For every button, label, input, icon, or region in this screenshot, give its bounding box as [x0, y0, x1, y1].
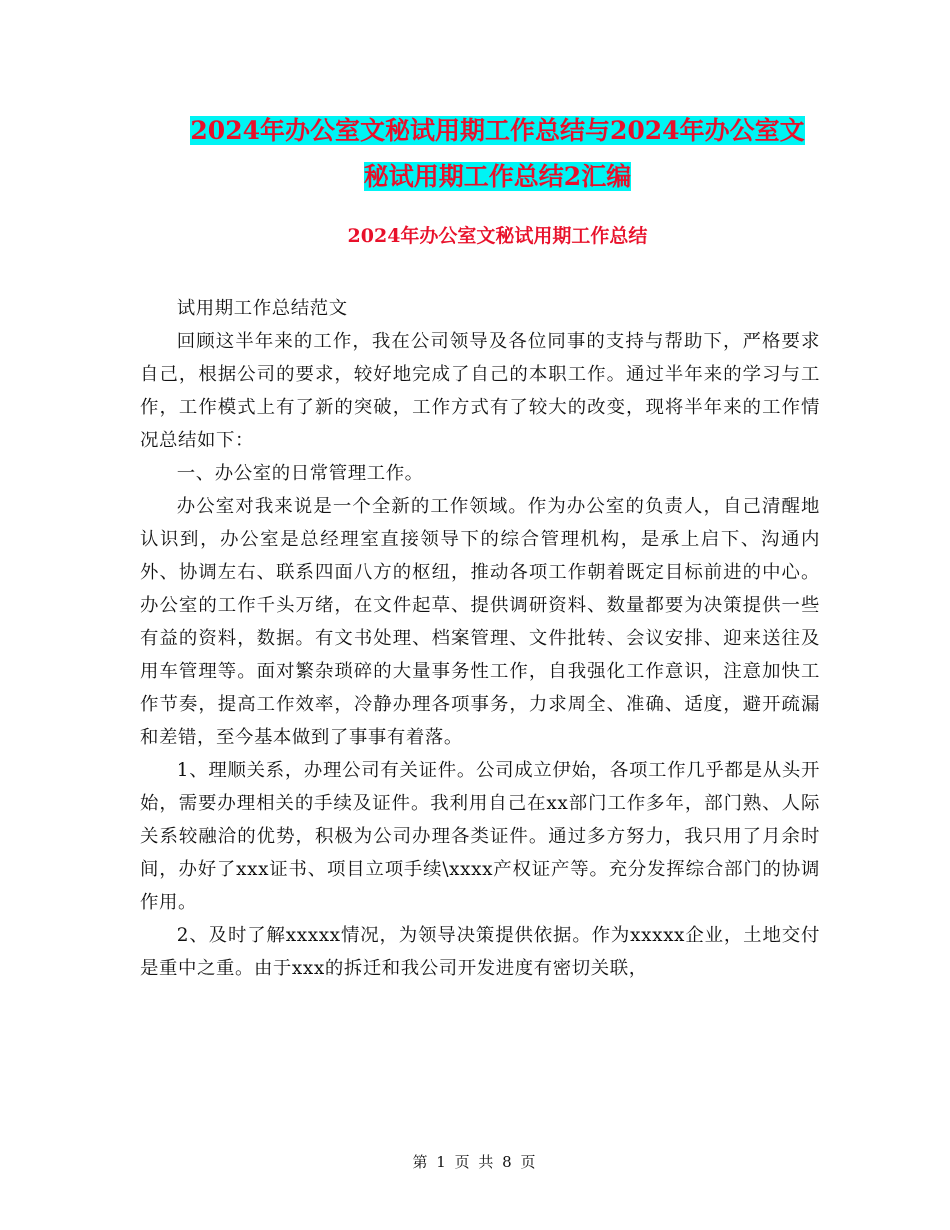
paragraph: 一、办公室的日常管理工作。	[176, 463, 424, 484]
document-body	[140, 292, 820, 985]
paragraph: 试用期工作总结范文	[176, 298, 348, 319]
paragraph: 回顾这半年来的工作，我在公司领导及各位同事的支持与帮助下，严格要求自己，根据公司的要求，较好地完成了自己的本职工作。通过半年来的学习与工作，工作模式上有了新的突破，工作方式有了较大的改变，现将半年来的工作情况总结如下：	[140, 331, 820, 451]
title-line-2: 秘试用期工作总结2汇编	[363, 162, 632, 191]
paragraph: 办公室对我来说是一个全新的工作领域。作为办公室的负责人，自己清醒地认识到，办公室是总经理室直接领导下的综合管理机构，是承上启下、沟通内外、协调左右、联系四面八方的枢纽，推动各项工作朝着既定目标前进的中心。办公室的工作千头万绪，在文件起草、提供调研资料、数量都要为决策提供一些有益的资料，数据。有文书处理、档案管理、文件批转、会议安排、迎来送往及用车管理等。面对繁杂琐碎的大量事务性工作，自我强化工作意识，注意加快工作节奏，提高工作效率，冷静办理各项事务，力求周全、准确、适度，避开疏漏和差错，至今基本做到了事事有着落。	[140, 496, 820, 748]
paragraph: 2、及时了解xxxxx情况，为领导决策提供依据。作为xxxxx企业，土地交付是重中之重。由于xxx的拆迁和我公司开发进度有密切关联，	[140, 925, 820, 979]
page-number-footer: 第 1 页 共 8 页	[412, 1153, 538, 1171]
section-title: 2024年办公室文秘试用期工作总结	[347, 225, 648, 247]
paragraph: 1、理顺关系，办理公司有关证件。公司成立伊始，各项工作几乎都是从头开始，需要办理相关的手续及证件。我利用自己在xx部门工作多年，部门熟、人际关系较融洽的优势，积极为公司办理各类证件。通过多方努力，我只用了月余时间，办好了xxx证书、项目立项手续\xxxx产权证产等。充分发挥综合部门的协调作用。	[140, 760, 820, 913]
title-line-1: 2024年办公室文秘试用期工作总结与2024年办公室文	[190, 116, 805, 145]
document-title	[140, 108, 855, 200]
